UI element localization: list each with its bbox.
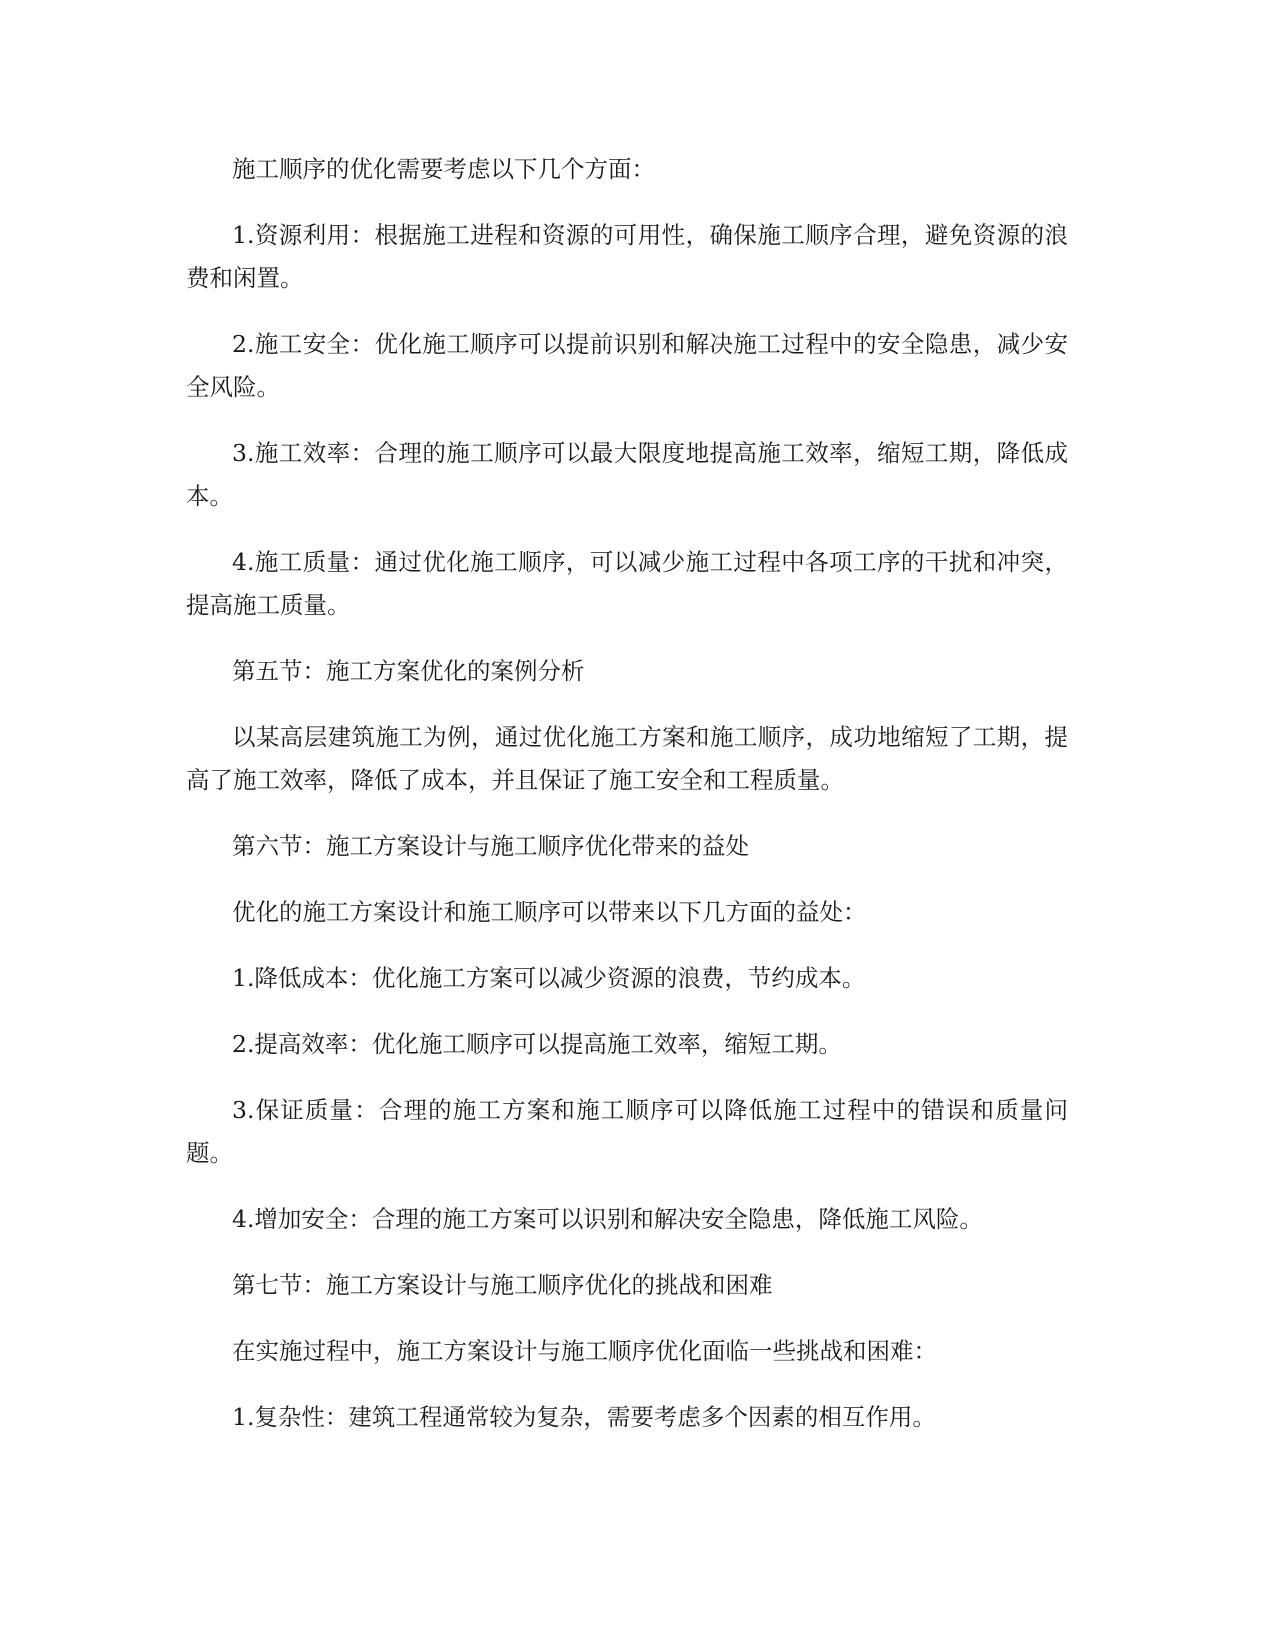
paragraph-item-quality: 4.施工质量：通过优化施工顺序，可以减少施工过程中各项工序的干扰和冲突，提高施工质量。 [186, 548, 1068, 619]
paragraph-benefit-efficiency: 2.提高效率：优化施工顺序可以提高施工效率，缩短工期。 [232, 1030, 842, 1058]
paragraph-intro: 施工顺序的优化需要考虑以下几个方面： [232, 155, 655, 183]
section-heading-7: 第七节：施工方案设计与施工顺序优化的挑战和困难 [232, 1271, 773, 1299]
paragraph-benefit-safety: 4.增加安全：合理的施工方案可以识别和解决安全隐患，降低施工风险。 [232, 1205, 983, 1233]
paragraph-benefits-intro: 优化的施工方案设计和施工顺序可以带来以下几方面的益处： [232, 898, 867, 926]
paragraph-case-study: 以某高层建筑施工为例，通过优化施工方案和施工顺序，成功地缩短了工期，提高了施工效率，降低了成本，并且保证了施工安全和工程质量。 [186, 723, 1068, 794]
section-heading-6: 第六节：施工方案设计与施工顺序优化带来的益处 [232, 832, 749, 860]
paragraph-item-resource: 1.资源利用：根据施工进程和资源的可用性，确保施工顺序合理，避免资源的浪费和闲置。 [186, 221, 1068, 292]
paragraph-benefit-cost: 1.降低成本：优化施工方案可以减少资源的浪费，节约成本。 [232, 964, 866, 992]
paragraph-item-safety: 2.施工安全：优化施工顺序可以提前识别和解决施工过程中的安全隐患，减少安全风险。 [186, 330, 1068, 401]
paragraph-item-efficiency: 3.施工效率：合理的施工顺序可以最大限度地提高施工效率，缩短工期，降低成本。 [186, 439, 1068, 510]
paragraph-challenge-complexity: 1.复杂性：建筑工程通常较为复杂，需要考虑多个因素的相互作用。 [232, 1403, 936, 1431]
section-heading-5: 第五节：施工方案优化的案例分析 [232, 657, 585, 685]
document-body [186, 148, 1068, 1462]
paragraph-challenges-intro: 在实施过程中，施工方案设计与施工顺序优化面临一些挑战和困难： [232, 1337, 937, 1365]
paragraph-benefit-quality: 3.保证质量：合理的施工方案和施工顺序可以降低施工过程中的错误和质量问题。 [186, 1096, 1068, 1167]
